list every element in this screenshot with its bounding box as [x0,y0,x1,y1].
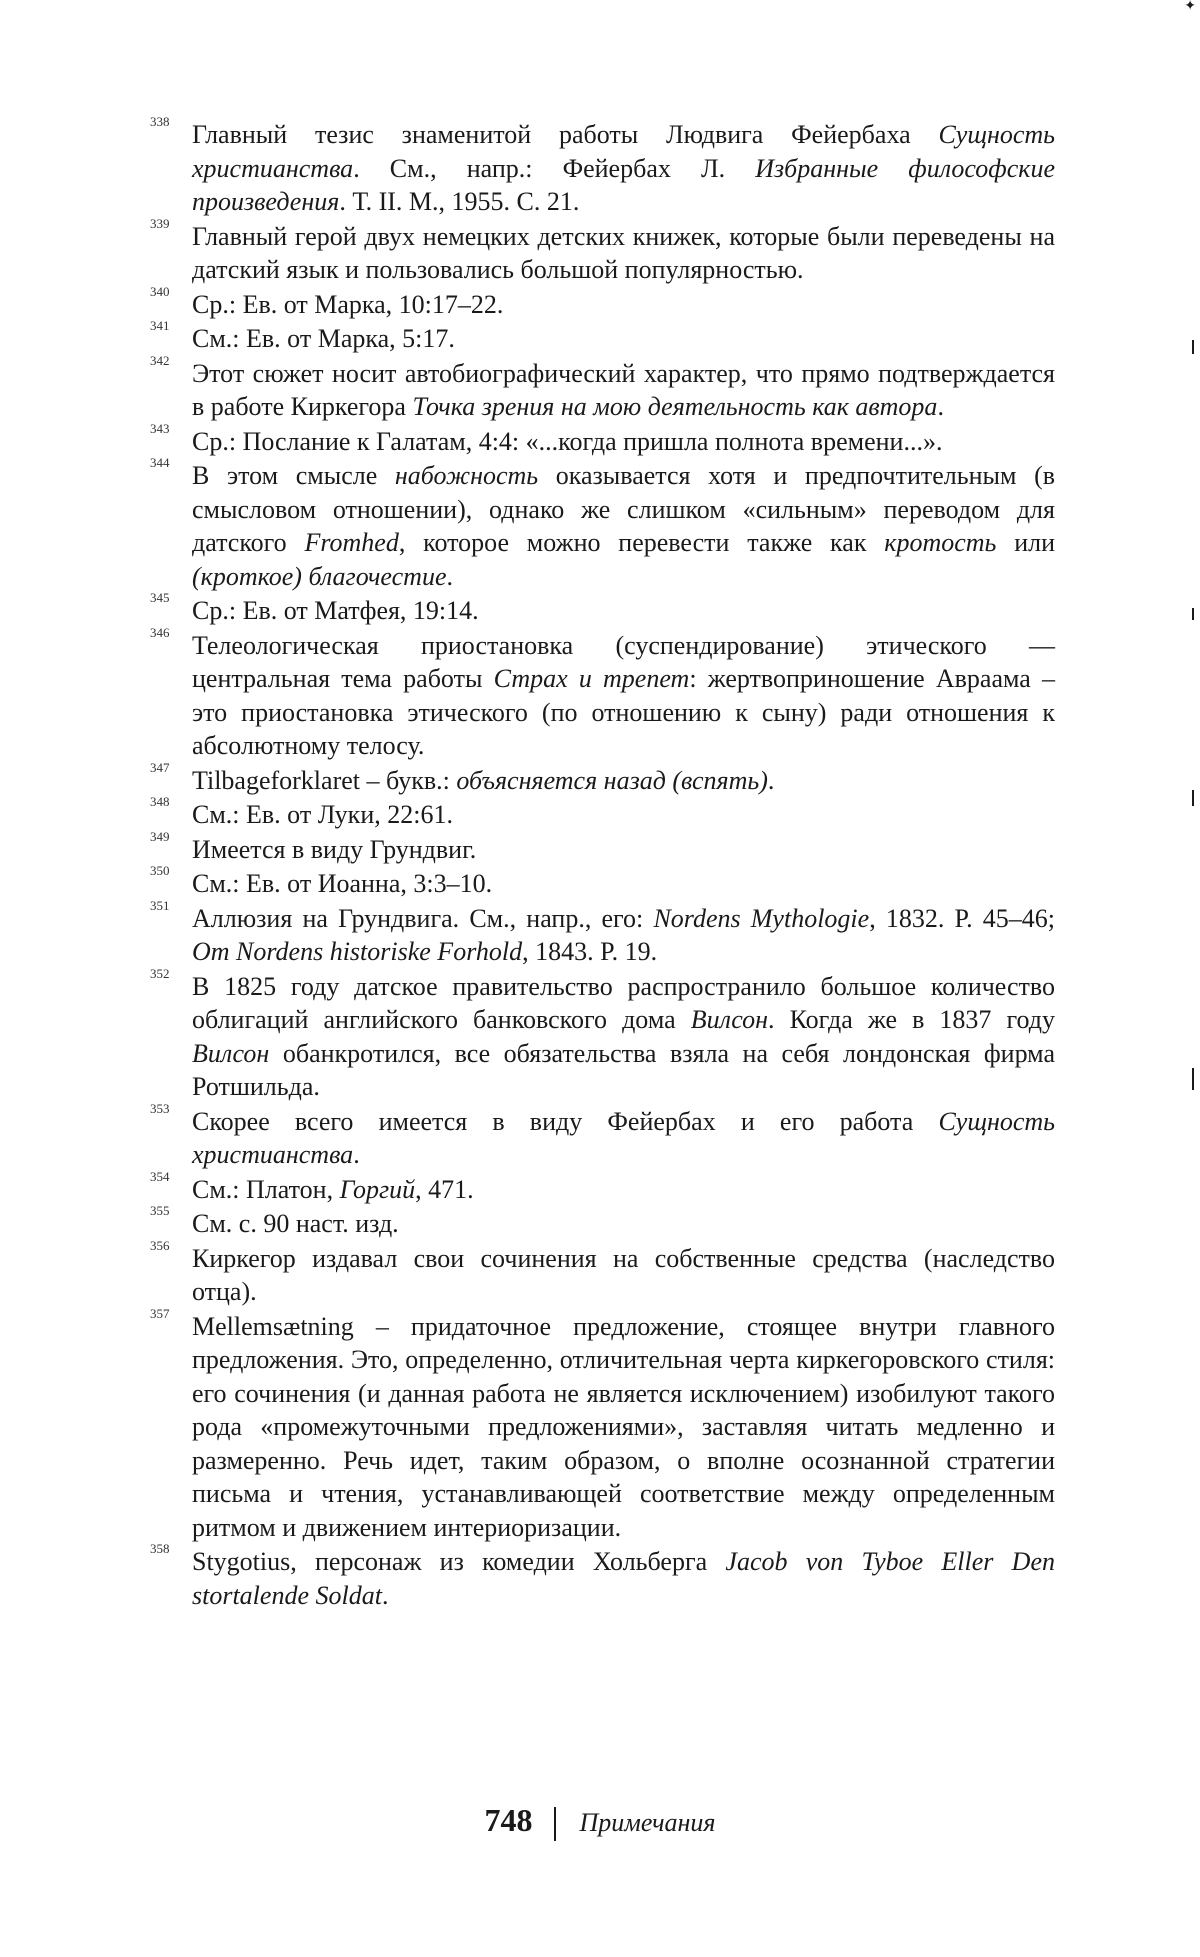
endnote-item [150,455,1055,593]
endnote-number: 357 [150,1305,170,1321]
endnote-number: 338 [150,114,170,129]
endnote-text [192,800,453,829]
endnote-item [150,283,1055,322]
page-footer [0,1800,1200,1843]
endnote-number: 348 [150,794,170,809]
endnote-number: 344 [150,455,170,470]
endnote-segment: . [353,1140,360,1169]
endnote-text [192,1209,399,1238]
endnote-italic-segment: Nordens Mythologie [653,903,870,933]
endnote-segment: См.: Ев. от Марка, 5:17. [192,324,455,353]
endnote-segment: См.: Ев. от Луки, 22:61. [192,800,453,829]
endnote-segment: , которое можно перевести также как [398,528,885,557]
endnote-item [150,897,1055,969]
endnote-segment: Киркегор издавал свои сочинения на собственные средства (наследство отца). [192,1243,1055,1306]
endnote-segment: . [446,561,453,591]
endnote-number: 341 [150,318,170,333]
margin-mark [1192,1068,1194,1090]
corner-mark: ✦ [1184,0,1196,14]
endnote-italic-segment: (кроткое) благочестие [192,561,447,591]
endnote-segment: См.: Ев. от Иоанна, 3:3–10. [192,869,493,898]
endnote-number: 353 [150,1100,170,1116]
endnote-segment: : жертвоприношение Авраама – это приостановка этического (по отношению к сыну) ради отношения к абсолютному телосу. [192,664,1055,760]
endnote-segment: Этот сюжет носит автобиографический характер, что прямо подтверждается в работе Киркегора [192,358,1055,421]
endnote-segment: Главный герой двух немецких детских книжек, которые были переведены на датский язык и пользовались большой популярностью. [192,221,1055,284]
endnote-segment: Ср.: Ев. от Марка, 10:17–22. [192,289,504,319]
endnote-number: 354 [150,1168,170,1184]
endnote-text [192,766,774,795]
endnote-number: 346 [150,624,170,640]
endnote-italic-segment: Om Nordens historiske Forhold [192,937,523,966]
running-title: Примечания [579,1808,716,1837]
endnote-text [192,904,1055,967]
endnote-segment: Mellemsætning – придаточное предложение, стоящее внутри главного предложения. Это, определенно, отличительная черта киркегоровского стиля: его сочинения (и данная работа не является исключением) изобилуют такого рода «промежуточными предложениями», заставляя читать медленно и размеренно. Речь идет, таким образом, о вполне осознанной стратегии письма и чтения, устанавливающей соответствие между определенным ритмом и движением интериоризации. [192,1311,1055,1542]
endnote-text [192,631,1055,761]
endnote-segment: Ср.: Ев. от Матфея, 19:14. [192,596,479,625]
endnote-item [150,114,1055,219]
endnote-item [150,215,1055,287]
endnote-segment: , 1843. P. 19. [522,937,658,966]
endnote-number: 342 [150,352,170,368]
endnote-item [150,863,1055,901]
endnote-segment: Телеологическая приостановка (суспендирование) этического — центральная тема работы [192,630,1055,693]
endnote-italic-segment: Вилсон [690,1005,769,1034]
endnote-item [150,590,1055,628]
endnote-number: 347 [150,759,170,775]
endnote-italic-segment: объясняется назад (вспять) [456,765,768,795]
endnote-italic-segment: Fromhed [304,528,399,557]
endnote-number: 350 [150,863,170,878]
endnote-text [192,1312,1055,1542]
endnote-text [192,596,479,625]
endnote-number: 345 [150,590,170,605]
endnote-text [192,461,1055,591]
endnote-segment: В этом смысле [192,461,395,490]
endnote-segment: В 1825 году датское правительство распространило большое количество облигаций английского банковского дома [192,971,1055,1034]
endnote-segment: обанкротился, все обязательства взяла на себя лондонская фирма Ротшильда. [192,1038,1055,1101]
endnote-item [150,318,1055,356]
endnote-text [192,1244,1055,1307]
endnote-segment: . Т. II. М., 1955. С. 21. [339,187,580,216]
endnote-italic-segment: кротость [884,528,997,557]
endnote-text [192,835,476,864]
endnote-segment: или [996,528,1055,557]
margin-mark [1192,340,1194,354]
endnote-item [150,352,1055,424]
endnote-italic-segment: Вилсон [192,1038,270,1068]
endnote-text [192,1107,1055,1170]
margin-mark [1192,790,1194,806]
endnote-item [150,794,1055,832]
endnote-text [192,869,492,898]
endnote-number: 351 [150,897,170,913]
footer-divider [554,1807,556,1841]
endnote-item [150,759,1055,798]
endnote-item [150,420,1055,459]
endnote-item [150,828,1055,867]
endnote-number: 340 [150,283,170,299]
endnote-text [192,427,942,456]
endnote-item [150,1168,1055,1207]
endnote-item [150,1100,1055,1172]
endnote-segment: См.: Платон, [192,1174,340,1204]
endnote-italic-segment: Страх и трепет [493,664,690,693]
endnote-number: 358 [150,1541,170,1556]
endnote-segment: . [381,1580,389,1610]
endnote-segment: Tilbageforklaret – букв.: [192,765,457,795]
endnote-italic-segment: Точка зрения на мою деятельность как автора [412,392,938,421]
endnote-item [150,1237,1055,1309]
endnote-segment: . [767,765,775,795]
endnote-italic-segment: набожность [394,461,539,490]
endnote-text [192,120,1055,216]
endnote-number: 349 [150,828,170,844]
endnote-number: 356 [150,1237,170,1253]
endnote-text [192,324,455,353]
endnote-text [192,359,1055,422]
endnote-segment: Имеется в виду Грундвиг. [192,834,477,864]
endnote-italic-segment: Сущность христианства [192,120,1055,183]
endnote-text [192,222,1055,285]
page-number: 748 [484,1802,533,1838]
endnote-segment: , 471. [415,1174,474,1204]
endnotes-list [150,114,1055,1613]
endnote-segment: , 1832. P. 45–46; [869,903,1055,933]
endnote-segment: . [937,392,944,421]
endnote-segment: Stygotius, персонаж из комедии Хольберга [192,1547,726,1576]
endnote-number: 339 [150,215,170,231]
endnote-number: 343 [150,420,170,436]
endnote-italic-segment: Избранные философские произведения [192,153,1055,216]
endnote-italic-segment: Jacob von Tyboe Eller Den stortalende Soldat [192,1547,1055,1610]
endnote-number: 352 [150,965,170,981]
endnote-text [192,1547,1055,1610]
endnote-text [192,290,503,319]
endnote-item [150,1203,1055,1241]
endnote-segment: оказывается хотя и предпочтительным (в смысловом отношении), однако же слишком «сильным» переводом для датского [192,461,1055,557]
endnote-text [192,1175,474,1204]
endnote-italic-segment: Сущность христианства [192,1106,1055,1169]
endnote-segment: . См., напр.: Фейербах Л. [353,153,756,183]
endnote-item [150,624,1055,763]
endnote-item [150,1305,1055,1545]
endnote-segment: Скорее всего имеется в виду Фейербах и его работа [192,1106,939,1136]
endnote-item [150,965,1055,1104]
endnote-number: 355 [150,1203,170,1218]
endnote-item [150,1541,1055,1612]
endnote-segment: . Когда же в 1837 году [768,1005,1055,1034]
endnote-segment: Главный тезис знаменитой работы Людвига Фейербаха [192,120,939,149]
endnote-segment: См. с. 90 наст. изд. [192,1209,399,1238]
margin-mark [1192,608,1194,620]
endnote-text [192,972,1055,1102]
endnote-segment: Аллюзия на Грундвига. См., напр., его: [192,903,654,933]
endnote-italic-segment: Горгий [339,1174,416,1204]
endnote-segment: Ср.: Послание к Галатам, 4:4: «...когда пришла полнота времени...». [192,426,943,456]
